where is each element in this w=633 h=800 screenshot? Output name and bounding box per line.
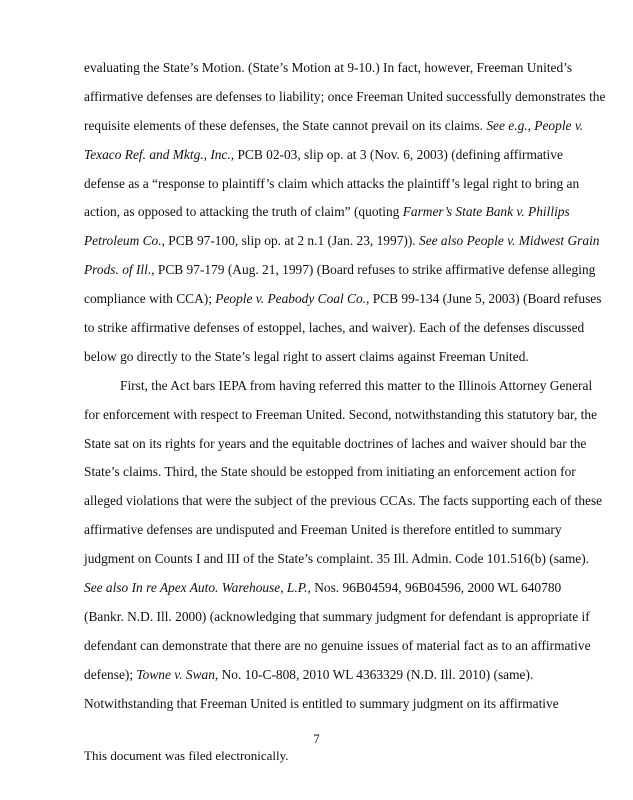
text-run: , No. 10-C-808, 2010 WL 4363329 (N.D. Ill. 2010) (same). bbox=[214, 666, 534, 682]
text-run: alleged violations that were the subject of the previous CCAs. The facts supporting each of these bbox=[84, 493, 603, 509]
citation-italic: Petroleum Co. bbox=[84, 233, 162, 249]
text-line bbox=[84, 376, 593, 405]
text-run: below go directly to the State’s legal right to assert claims against Freeman United. bbox=[84, 348, 529, 364]
text-line bbox=[84, 260, 596, 289]
text-run: , PCB 02-03, slip op. at 3 (Nov. 6, 2003) (defining affirmative bbox=[230, 146, 563, 162]
text-run: evaluating the State’s Motion. (State’s Motion at 9-10.) In fact, however, Freeman United’s bbox=[84, 60, 573, 75]
text-line bbox=[84, 58, 574, 87]
text-run: affirmative defenses are defenses to liability; once Freeman United successfully demonstrates the bbox=[84, 88, 606, 104]
text-line bbox=[84, 145, 574, 174]
citation-italic: See also In re Apex Auto. Warehouse, L.P. bbox=[84, 580, 308, 596]
text-run: (Bankr. N.D. Ill. 2000) (acknowledging that summary judgment for defendant is appropriate if bbox=[84, 608, 590, 624]
text-run: judgment on Counts I and III of the State’s complaint. 35 Ill. Admin. Code 101.516(b) (same). bbox=[84, 551, 590, 567]
citation-italic: People v. Peabody Coal Co. bbox=[215, 291, 367, 307]
text-line bbox=[84, 549, 590, 578]
text-line bbox=[84, 347, 574, 376]
text-run: State sat on its rights for years and the equitable doctrines of laches and waiver should bar the bbox=[84, 435, 587, 451]
body-text bbox=[84, 58, 606, 722]
text-line bbox=[84, 87, 606, 116]
text-line bbox=[84, 665, 574, 694]
text-line bbox=[84, 694, 574, 723]
text-run: requisite elements of these defenses, the State cannot prevail on its claims. bbox=[84, 117, 487, 133]
text-run: Notwithstanding that Freeman United is entitled to summary judgment on its affirmative bbox=[84, 695, 559, 711]
text-run: First, the Act bars IEPA from having referred this matter to the Illinois Attorney General bbox=[120, 377, 593, 393]
citation-italic: See also People v. Midwest Grain bbox=[419, 233, 600, 249]
text-line bbox=[84, 636, 591, 665]
text-run: for enforcement with respect to Freeman United. Second, notwithstanding this statutory bar, the bbox=[84, 406, 598, 422]
text-line bbox=[84, 202, 574, 231]
text-line bbox=[84, 520, 574, 549]
text-line bbox=[84, 174, 580, 203]
text-line bbox=[84, 607, 590, 636]
footer-note: This document was filed electronically. bbox=[84, 748, 289, 763]
citation-italic: Farmer’s State Bank v. Phillips bbox=[402, 204, 570, 220]
text-line bbox=[84, 231, 600, 260]
text-run: action, as opposed to attacking the truth of claim” (quoting bbox=[84, 204, 403, 220]
text-line bbox=[84, 491, 603, 520]
text-run: , PCB 97-179 (Aug. 21, 1997) (Board refuses to strike affirmative defense alleging bbox=[151, 262, 596, 278]
text-run: defense as a “response to plaintiff’s claim which attacks the plaintiff’s legal right to bring an bbox=[84, 175, 580, 191]
text-line bbox=[84, 318, 585, 347]
text-line bbox=[84, 462, 574, 491]
citation-italic: Texaco Ref. and Mktg., Inc. bbox=[84, 146, 231, 162]
text-run: defense); bbox=[84, 666, 137, 682]
citation-italic: Prods. of Ill. bbox=[84, 262, 152, 278]
text-run: to strike affirmative defenses of estoppel, laches, and waiver). Each of the defenses discussed bbox=[84, 320, 585, 336]
text-line bbox=[84, 578, 574, 607]
page-number: 7 bbox=[313, 732, 320, 746]
text-line bbox=[84, 289, 602, 318]
text-run: , Nos. 96B04594, 96B04596, 2000 WL 640780 bbox=[307, 580, 562, 596]
text-run: State’s claims. Third, the State should be estopped from initiating an enforcement action for bbox=[84, 464, 576, 480]
text-run: , PCB 99-134 (June 5, 2003) (Board refuses bbox=[366, 291, 602, 307]
text-line bbox=[84, 405, 598, 434]
text-run: , PCB 97-100, slip op. at 2 n.1 (Jan. 23, 1997)). bbox=[161, 233, 419, 249]
text-run: compliance with CCA); bbox=[84, 291, 216, 307]
text-run: affirmative defenses are undisputed and Freeman United is therefore entitled to summary bbox=[84, 522, 562, 538]
text-run: defendant can demonstrate that there are no genuine issues of material fact as to an affirmative bbox=[84, 637, 591, 653]
text-line bbox=[84, 116, 584, 145]
citation-italic: Towne v. Swan bbox=[136, 666, 215, 682]
text-line bbox=[84, 434, 587, 463]
citation-italic: See e.g., People v. bbox=[486, 117, 584, 133]
